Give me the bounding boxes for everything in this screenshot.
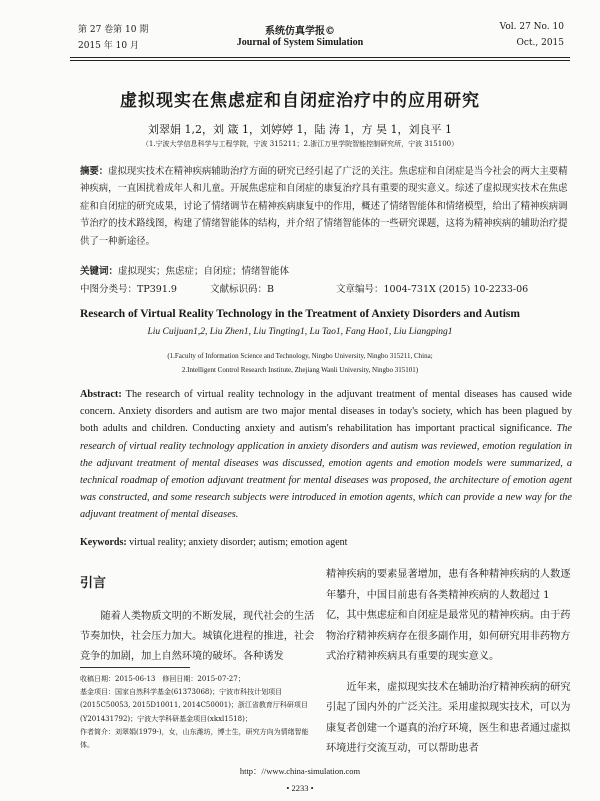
abstract-zh-text: 虚拟现实技术在精神疾病辅助治疗方面的研究已经引起了广泛的关注。焦虑症和自闭症是当今社会的两大主要精神疾病，一直困扰着成年人和儿童。开展焦虑症和自闭症的康复治疗具有重要的现实意义。综述了虚拟现实技术在焦虑症和自闭症的研究成果，讨论了情绪调节在精神疾病康复中的作用，概述了情绪智能体和情绪模型，给出了精神疾病调节治疗的技术路线图，构建了情绪智能体的结构，并介绍了情绪智能体的一些研究课题，这将为精神疾病的辅助治疗提供了一种新途径。 (80, 166, 568, 247)
keywords-zh-label: 关键词： (80, 266, 119, 277)
header-date-en: Oct., 2015 (516, 38, 564, 48)
abstract-en-label: Abstract: (80, 389, 122, 400)
keywords-en-label: Keywords: (80, 537, 127, 548)
abstract-en-text: The research of virtual reality technology in the adjuvant treatment of mental diseases has caused wide concern. Anxiety disorders and autism are two major mental diseases in today's society, which has been plagued by both adults and children. Conducting anxiety and autism's rehabilitation has important practical significance. (80, 389, 572, 435)
abstract-zh (80, 163, 570, 250)
footnote-author: 作者简介：刘翠娟(1979-)，女，山东潍坊，博士生，研究方向为情绪智能体。 (80, 727, 309, 750)
header-volume-zh: 第 27 卷第 10 期 (78, 25, 149, 35)
keywords-zh (80, 263, 570, 277)
header-journal-zh: 系统仿真学报© (265, 26, 335, 37)
clc-number: 中图分类号：TP391.9 (80, 284, 177, 295)
keywords-en-text: virtual reality; anxiety disorder; autism; emotion agent (129, 537, 348, 548)
body-column-right (326, 565, 572, 760)
header-rule-top (70, 57, 570, 58)
running-header (0, 22, 600, 56)
footnote-received: 收稿日期：2015-06-13 修回日期：2015-07-27； (80, 675, 245, 683)
abstract-en (80, 386, 572, 524)
footer-url: http：//www.china-simulation.com (239, 766, 361, 776)
authors-zh: 刘翠娟 1,2，刘 箴 1，刘婷婷 1，陆 涛 1，方 昊 1，刘良平 1 (148, 123, 452, 136)
affiliations-zh: （1.宁波大学信息科学与工程学院，宁波 315211；2.浙江万里学院智能控制研究所，宁波 315100） (141, 140, 459, 148)
keywords-en (80, 537, 572, 548)
footnote-rule (80, 667, 190, 668)
footnote (80, 673, 316, 752)
article-number: 文章编号：1004-731X (2015) 10-2233-06 (336, 284, 529, 295)
intro-paragraph-right-2: 近年来，虚拟现实技术在辅助治疗精神疾病的研究引起了国内外的广泛关注。采用虚拟现实技术，可以为康复者创建一个逼真的治疗环境，医生和患者通过虚拟环境进行交流互动，可以帮助患者 (326, 681, 571, 754)
paper-title-en: Research of Virtual Reality Technology in the Treatment of Anxiety Disorders and Autism (80, 308, 520, 320)
header-volume-en: Vol. 27 No. 10 (499, 22, 564, 32)
intro-paragraph-right-1: 精神疾病的要素显著增加，患有各种精神疾病的人数逐年攀升，中国目前患有各类精神疾病的人数超过 1 亿，其中焦虑症和自闭症是最常见的精神疾病。由于药物治疗精神疾病存在很多副作用，如何研究用非药物方式治疗精神疾病具有重要的现实意义。 (326, 569, 571, 662)
footer-page-number: • 2233 • (286, 783, 314, 793)
header-journal-en: Journal of System Simulation (236, 37, 364, 48)
authors-en: Liu Cuijuan1,2, Liu Zhen1, Liu Tingting1, Lu Tao1, Fang Hao1, Liu Liangping1 (147, 327, 453, 337)
footnote-funding: 基金项目：国家自然科学基金(61373068)；宁波市科技计划项目(2015C50053, 2015D10011, 2014C50001)；浙江省教育厅科研项目(Y201431792)；宁波大学科研基金项目(xkxl1518)； (80, 688, 308, 723)
section-heading-intro: 引言 (80, 576, 107, 591)
keywords-zh-text: 虚拟现实；焦虑症；自闭症；情绪智能体 (118, 266, 290, 277)
affiliation-en-2: 2.Intelligent Control Research Institute, Zhejiang Wanli University, Ningbo 315101) (181, 366, 419, 374)
abstract-en-italic-text: The research of virtual reality technology application in anxiety disorders and autism was reviewed, emotion regulation in the adjuvant treatment of mental diseases was discussed, emotion agents and emotion models were summarized, a technical roadmap of emotion adjuvant treatment for mental diseases was proposed, the architecture of emotion agent was constructed, and some research subjects were introduced in emotion agents, which can provide a new way for the adjuvant treatment of mental diseases. (80, 423, 572, 521)
header-date-zh: 2015 年 10 月 (78, 41, 139, 51)
body-column-left (80, 572, 316, 667)
header-rule-bottom (70, 60, 570, 61)
affiliation-en-1: (1.Faculty of Information Science and Technology, Ningbo University, Ningbo 315211, China; (167, 352, 433, 360)
abstract-zh-label: 摘要： (80, 166, 109, 177)
document-code: 文献标识码：B (210, 284, 274, 295)
paper-title-zh: 虚拟现实在焦虑症和自闭症治疗中的应用研究 (120, 91, 480, 111)
intro-paragraph-left: 随着人类物质文明的不断发展，现代社会的生活节奏加快，社会压力加大。城镇化进程的推进，社会竞争的加剧，加上自然环境的破坏。各种诱发 (80, 611, 315, 662)
affiliations-en (0, 349, 600, 377)
